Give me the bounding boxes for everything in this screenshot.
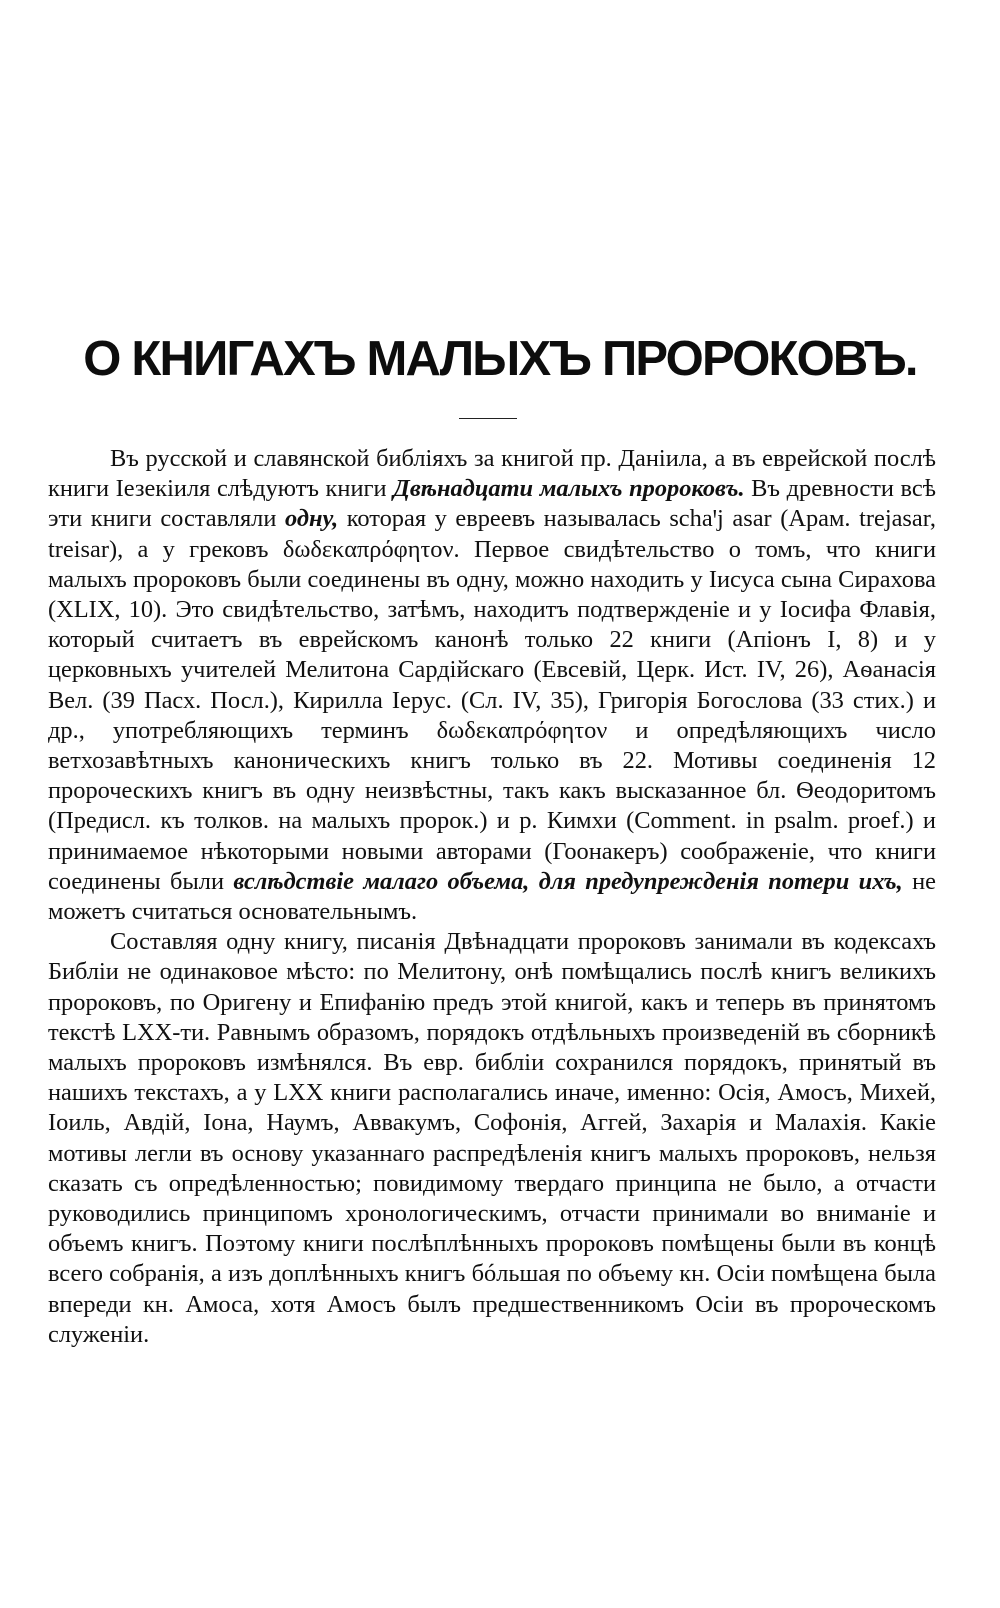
text-run: Составляя одну книгу, писанія Двѣнадцати пророковъ занимали въ кодексахъ Библіи не одинаковое мѣсто: по Мелитону, онѣ помѣщались послѣ книгъ великихъ пророковъ, по Оригену и Епифанію предъ этой книгой, какъ и теперь въ принятомъ текстѣ LXX-ти. Равнымъ образомъ, порядокъ отдѣльныхъ произведеній въ сборникѣ малыхъ пророковъ измѣнялся. Въ евр. библіи сохранился порядокъ, принятый въ нашихъ текстахъ, а у LXX книги располагались иначе, именно: Осія, Амосъ, Михей, Іоиль, Авдій, Іона, Наумъ, Аввакумъ, Софонія, Аггей, Захарія и Малахія. Какіе мотивы легли въ основу указаннаго распредѣленія книгъ малыхъ пророковъ, нельзя сказать съ опредѣленностью; повидимому твердаго принципа не было, а отчасти руководились принципомъ хронологическимъ, отчасти принимали во вниманіе и объемъ книгъ. Поэтому книги послѣплѣнныхъ пророковъ помѣщены были въ концѣ всего собранія, а изъ доплѣнныхъ книгъ бóльшая по объему кн. Осіи помѣщена была впереди кн. Амоса, хотя Амосъ былъ предшественникомъ Осіи въ пророческомъ служеніи.: [48, 928, 936, 1348]
italic-phrase: одну,: [284, 505, 339, 533]
italic-phrase: Двѣнадцати малыхъ пророковъ.: [393, 475, 745, 503]
paragraph: [48, 444, 936, 927]
italic-phrase: вслѣдствіе малаго объема, для предупрежденія потери ихъ,: [233, 867, 903, 895]
text-run: Въ древности всѣ эти книги составляли: [48, 475, 936, 533]
text-run: которая у евреевъ называлась schaꞌj asar (Арам. trejasar, treisar), а у грековъ δωδεκαπρόφητον. Первое свидѣтельство о томъ, что книги малыхъ пророковъ были соединены въ одну, можно находить у Іисуса сына Сирахова (XLIX, 10). Это свидѣтельство, затѣмъ, находитъ подтвержденіе и у Іосифа Флавія, который считаетъ въ еврейскомъ канонѣ только 22 книги (Апіонъ I, 8) и у церковныхъ учителей Мелитона Сардійскаго (Евсевій, Церк. Ист. IV, 26), Аѳанасія Вел. (39 Пасх. Посл.), Кирилла Іерус. (Сл. IV, 35), Григорія Богослова (33 стих.) и др., употребляющихъ терминъ δωδεκαπρόφητον и опредѣляющихъ число ветхозавѣтныхъ каноническихъ книгъ только въ 22. Мотивы соединенія 12 пророческихъ книгъ въ одну неизвѣстны, такъ какъ высказанное бл. Ѳеодоритомъ (Предисл. къ толков. на малыхъ пророк.) и р. Кимхи (Comment. in psalm. proef.) и принимаемое нѣкоторыми новыми авторами (Гоонакеръ) соображеніе, что книги соединены были: [48, 505, 936, 895]
title-divider: [459, 418, 517, 419]
paragraph: [48, 927, 936, 1350]
body-text: [48, 444, 936, 1350]
text-run: не можетъ считаться основательнымъ.: [48, 867, 937, 926]
text-run: Въ русской и славянской библіяхъ за книгой пр. Даніила, а въ еврейской послѣ книги Іезекіиля слѣдуютъ книги: [48, 445, 936, 503]
page-title: О КНИГАХЪ МАЛЫХЪ ПРОРОКОВЪ.: [83, 332, 917, 386]
